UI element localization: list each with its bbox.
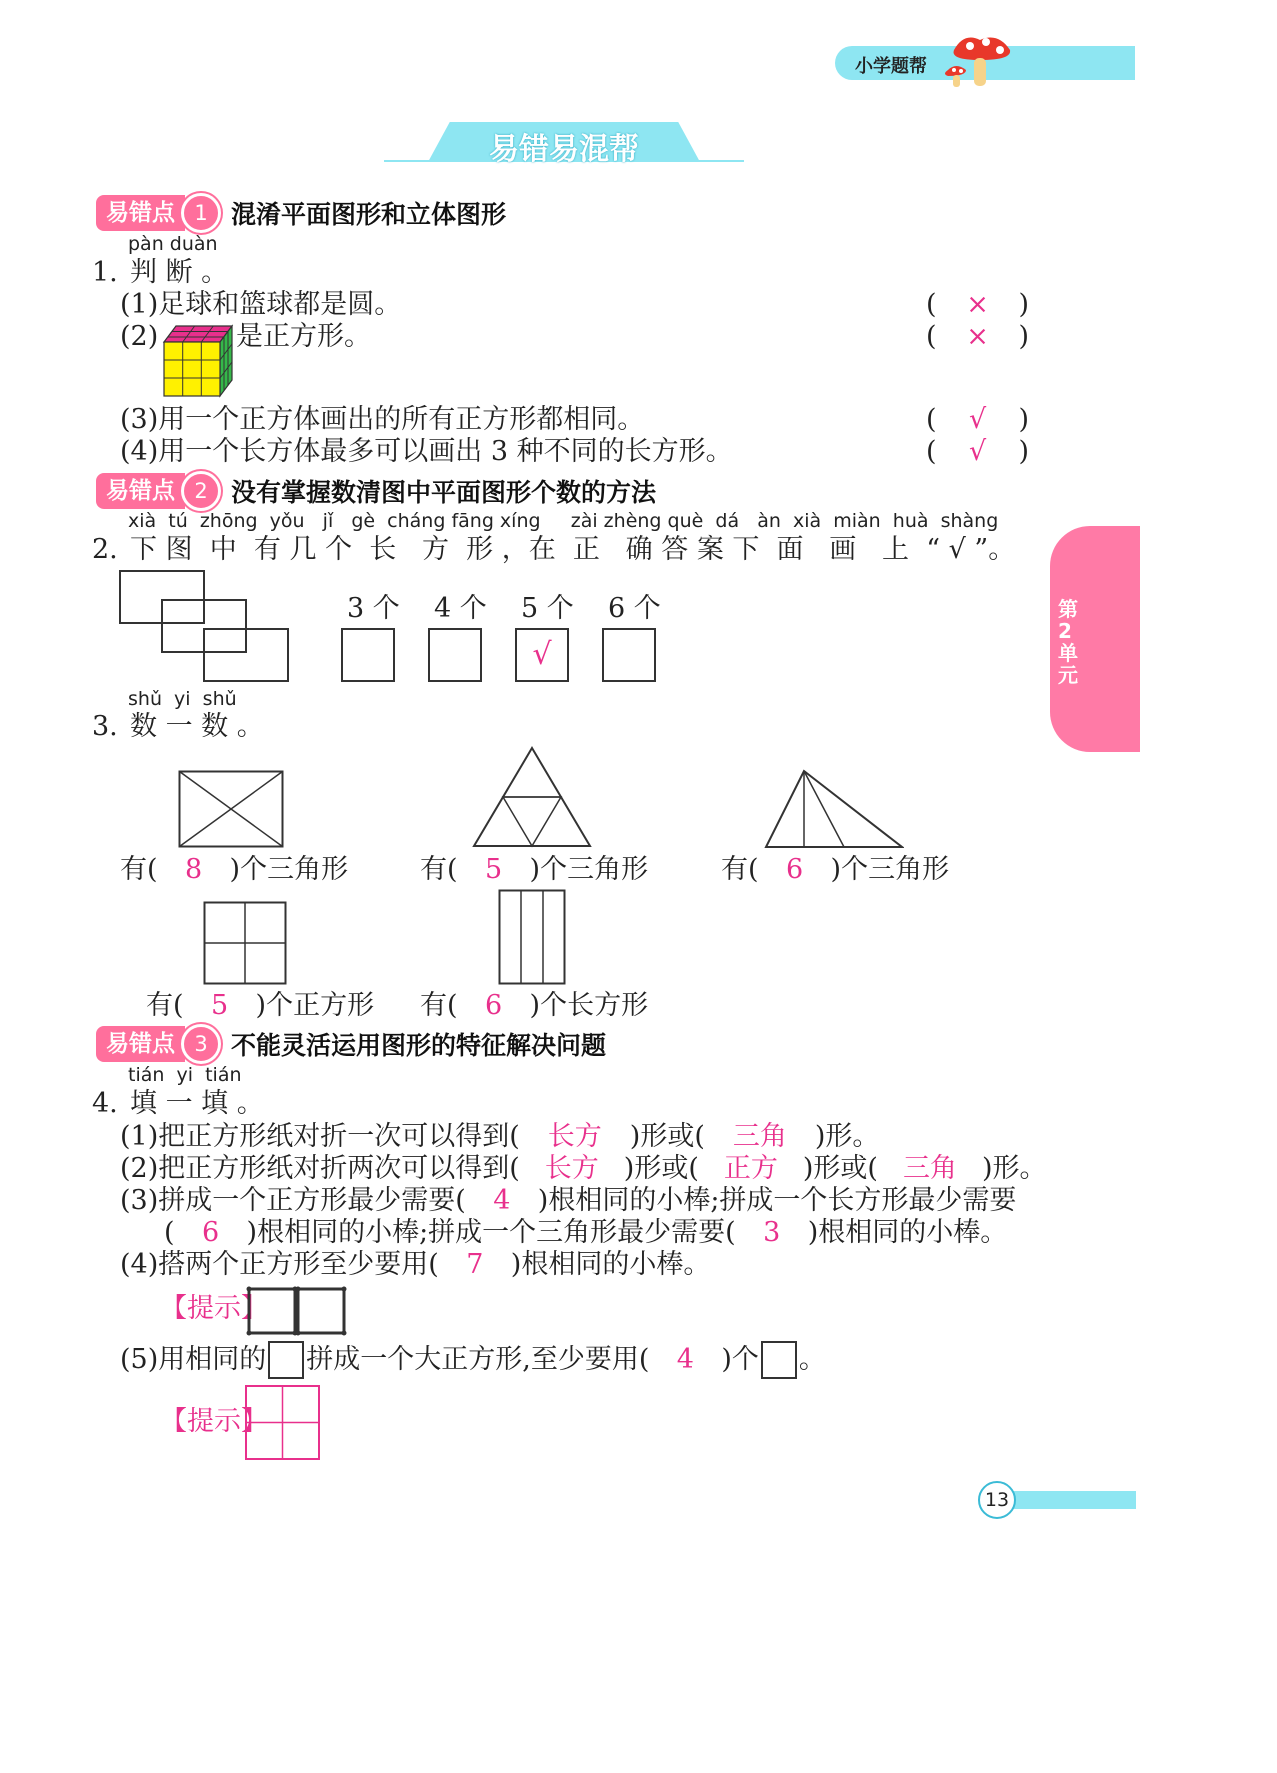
q4-line-5 [120,1341,826,1379]
q4-title: 填 一 填 。 [130,1088,264,1119]
rectangle-with-diagonals-figure [178,770,284,848]
answer-value: 6 [484,990,503,1021]
text: )根相同的小棒;拼成一个长方形最少需要 [537,1185,1017,1216]
q3-answer-5 [420,989,648,1023]
q4-line-2 [120,1152,1046,1186]
q1-title: 判 断 。 [130,257,229,288]
answer-suffix: )个正方形 [255,990,375,1021]
q2-option-box[interactable] [602,628,656,682]
section-title: 没有掌握数清图中平面图形个数的方法 [231,478,657,507]
q4-line-3 [120,1184,1016,1218]
text: ( [164,1217,175,1248]
text: (3)拼成一个正方形最少需要( [120,1185,466,1216]
answer-value: 5 [210,990,229,1021]
answer-value: 长方 [547,1121,602,1152]
three-strips-figure [498,889,566,985]
answer-suffix: )个长方形 [529,990,649,1021]
q2-number: 2. [92,534,118,565]
subdivided-triangle-figure [472,746,592,848]
rubiks-cube-image [162,322,234,398]
answer-value: 8 [184,854,203,885]
answer-suffix: )个三角形 [229,854,349,885]
text: (1)把正方形纸对折一次可以得到( [120,1121,520,1152]
small-square-shape [268,1341,304,1379]
q4-line-4 [120,1248,710,1282]
section-number: 1 [181,193,221,233]
q1-item-1: (1)足球和篮球都是圆。 [120,289,402,320]
answer-prefix: 有( [120,854,158,885]
section-label: 易错点 [96,473,185,509]
answer-value: 3 [763,1217,781,1248]
section-number: 3 [181,1024,221,1064]
text: )形或( [623,1153,699,1184]
q1-answer-1 [926,288,1034,322]
paren-open: ( [926,404,937,435]
q2-option-label: 6 个 [608,593,661,624]
answer-value: 长方 [544,1153,599,1184]
answer-value: 6 [785,854,804,885]
answer-value: 6 [201,1217,220,1248]
split-triangle-figure [764,769,904,849]
q3-answer-4 [146,989,374,1023]
q3-answer-2 [420,853,648,887]
q1-number: 1. [92,257,118,288]
answer-prefix: 有( [146,990,184,1021]
q3-title: 数 一 数 。 [130,711,264,742]
paren-close: ) [1018,321,1030,352]
q4-line-1 [120,1120,879,1154]
text: )个 [721,1344,759,1375]
paren-close: ) [1018,289,1030,320]
answer-suffix: )个三角形 [529,854,649,885]
section-title: 混淆平面图形和立体图形 [231,200,507,229]
text: )根相同的小棒。 [807,1217,1008,1248]
paren-open: ( [926,289,937,320]
q4-number: 4. [92,1088,118,1119]
text: )形或( [629,1121,705,1152]
text: 。 [798,1344,826,1375]
text: (4)搭两个正方形至少要用( [120,1249,439,1280]
q1-item-2-prefix: (2) [120,321,159,352]
answer-suffix: )个三角形 [830,854,950,885]
side-tab-label: 第2单元 [1058,597,1078,687]
text: (2)把正方形纸对折两次可以得到( [120,1153,520,1184]
header-brand: 小学题帮 [855,56,927,77]
answer-value: 7 [466,1249,484,1280]
two-squares-sticks-figure [246,1286,348,1336]
answer-prefix: 有( [721,854,759,885]
q2-pinyin: xià tú zhōng yǒu jǐ gè cháng fāng xíng zài zhèng què dá àn xià miàn huà shàng [128,510,999,532]
q2-option-label: 5 个 [521,593,574,624]
q1-item-3: (3)用一个正方体画出的所有正方形都相同。 [120,404,645,435]
paren-close: ) [1018,436,1030,467]
pink-four-squares-figure [245,1385,320,1460]
q1-item-2-suffix: 是正方形。 [236,321,371,352]
answer-prefix: 有( [420,990,458,1021]
q2-option-box-checked[interactable]: √ [515,628,569,682]
footer-bar [996,1491,1136,1509]
mushroom-icon [940,30,1020,92]
text: (5)用相同的 [120,1344,267,1375]
answer-value: 4 [676,1344,694,1375]
q2-option-box[interactable] [341,628,395,682]
answer-mark: × [966,321,989,352]
q3-pinyin: shǔ yi shǔ [128,688,237,710]
q4-line-3b [164,1216,1007,1250]
answer-mark: √ [968,404,987,435]
q1-item-4: (4)用一个长方体最多可以画出 3 种不同的长方形。 [120,436,733,467]
answer-value: 5 [484,854,503,885]
q3-number: 3. [92,711,118,742]
q1-answer-3 [926,403,1034,437]
section-2-header [96,471,656,511]
hint-label: 【提示】 [160,1406,268,1437]
section-title: 不能灵活运用图形的特征解决问题 [231,1031,607,1060]
page-number: 13 [978,1481,1016,1519]
text: )形。 [814,1121,880,1152]
section-1-header [96,193,506,233]
section-label: 易错点 [96,195,185,231]
text: )形。 [981,1153,1047,1184]
q2-title: 下 图 中 有 几 个 长 方 形 ，在 正 确 答 案 下 面 画 上 “ √ ”。 [130,534,1016,565]
text: )根相同的小棒;拼成一个三角形最少需要( [246,1217,736,1248]
paren-open: ( [926,436,937,467]
overlapping-rectangles-figure [118,568,292,684]
answer-value: 4 [493,1185,511,1216]
answer-prefix: 有( [420,854,458,885]
small-square-shape [761,1341,797,1379]
four-squares-figure [203,901,287,985]
answer-mark: × [966,289,989,320]
q2-option-label: 3 个 [347,593,400,624]
page-title: 易错易混帮 [489,132,639,167]
paren-close: ) [1018,404,1030,435]
answer-value: 正方 [723,1153,778,1184]
section-3-header [96,1024,606,1064]
text: 拼成一个大正方形,至少要用( [306,1344,650,1375]
section-label: 易错点 [96,1026,185,1062]
q2-option-label: 4 个 [434,593,487,624]
paren-open: ( [926,321,937,352]
answer-value: 三角 [732,1121,787,1152]
q2-option-box[interactable] [428,628,482,682]
text: )根相同的小棒。 [510,1249,711,1280]
q3-answer-1 [120,853,348,887]
hint-label: 【提示】 [160,1293,268,1324]
answer-mark: √ [968,436,987,467]
q3-answer-3 [721,853,949,887]
answer-value: 三角 [902,1153,957,1184]
q1-answer-2 [926,320,1034,354]
q4-pinyin: tián yi tián [128,1064,242,1086]
q1-pinyin: pàn duàn [128,233,218,255]
q1-answer-4 [926,435,1034,469]
text: )形或( [802,1153,878,1184]
section-number: 2 [181,471,221,511]
